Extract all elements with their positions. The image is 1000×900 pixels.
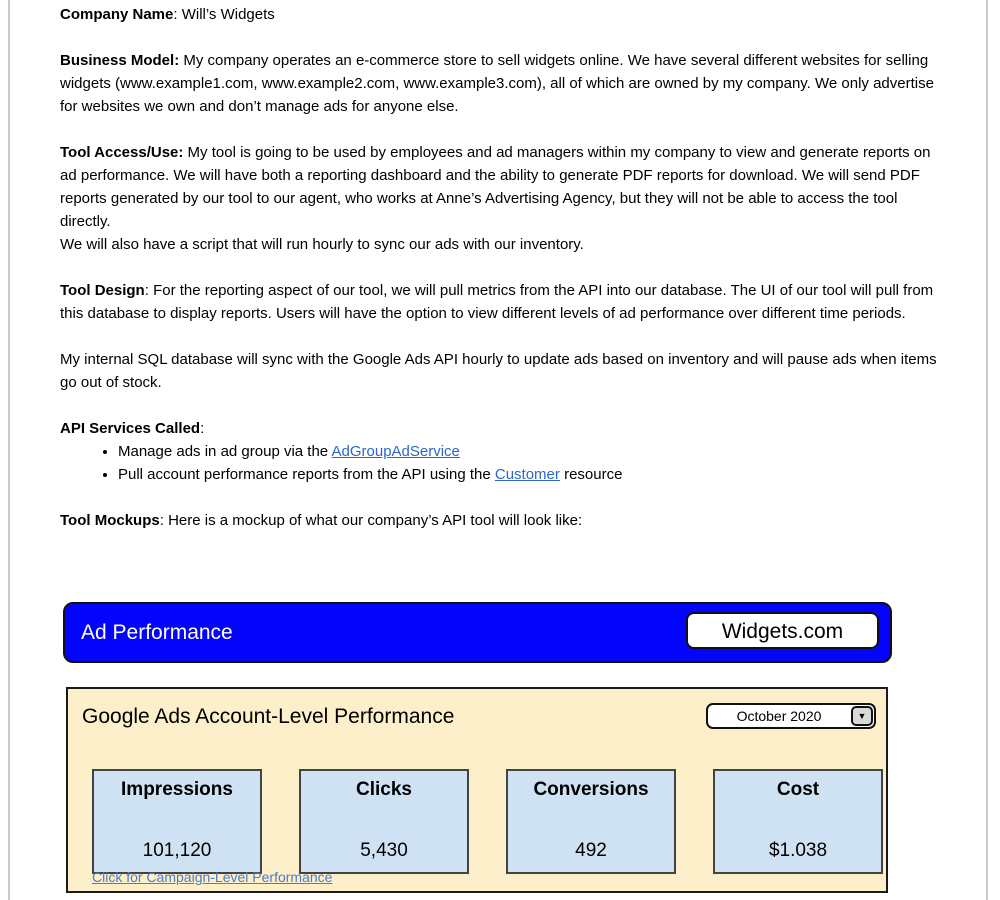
page-edge-right xyxy=(986,0,988,900)
bullet-item xyxy=(118,463,944,486)
bullet-list xyxy=(60,440,944,486)
text-run: : For the reporting aspect of our tool, we will pull metrics from the API into our database. The UI of our tool will pull from this database to display reports. Users will have the option to view different levels of ad performance over different time periods. xyxy=(60,282,934,322)
metric-card-clicks xyxy=(299,769,469,874)
metric-card-cost xyxy=(713,769,883,874)
paragraph-company-name xyxy=(60,3,944,26)
doc-link-customer[interactable]: Customer xyxy=(494,466,560,483)
text-run: : Here is a mockup of what our company’s API tool will look like: xyxy=(159,512,583,529)
paragraph-tool-mockups xyxy=(60,509,944,532)
paragraph-tool-access-use xyxy=(60,141,944,256)
text-run: : Will’s Widgets xyxy=(173,6,275,23)
text-run: My company operates an e-commerce store to sell widgets online. We have several different websites for selling widgets (www.example1.com, www.example2.com, www.example3.com), all of which are owned by my company. We only advertise for websites we own and don’t manage ads for anyone else. xyxy=(60,52,934,115)
performance-panel xyxy=(66,687,888,893)
paragraph-database-sync xyxy=(60,348,944,394)
document-body xyxy=(60,3,944,555)
text-run: Business Model: xyxy=(60,52,180,69)
text-run: Tool Access/Use: xyxy=(60,144,184,161)
text-run: Pull account performance reports from the API using the xyxy=(118,466,495,483)
text-run: Tool Design xyxy=(60,282,145,299)
date-dropdown[interactable] xyxy=(706,703,876,729)
doc-link-adgroupadservice[interactable]: AdGroupAdService xyxy=(331,443,460,460)
paragraph-tool-design xyxy=(60,279,944,325)
text-run: : xyxy=(200,420,205,437)
site-button[interactable]: Widgets.com xyxy=(686,612,879,649)
metric-card-label: Cost xyxy=(776,779,820,800)
page-edge-left xyxy=(8,0,10,900)
metric-card-label: Clicks xyxy=(356,779,412,800)
mockup-header-title: Ad Performance xyxy=(81,621,233,644)
chevron-down-icon: ▼ xyxy=(857,711,867,721)
paragraph-api-services xyxy=(60,417,944,486)
text-run: Tool Mockups xyxy=(60,512,160,529)
text-run: My tool is going to be used by employees and ad managers within my company to view and generate reports on ad performance. We will have both a reporting dashboard and the ability to generate PDF reports for download. We will send PDF reports generated by our tool to our agent, who works at Anne’s Advertising Agency, but they will not be able to access the tool directly. We will also have a script that will run hourly to sync our ads with our inventory. xyxy=(60,144,931,253)
text-run: API Services Called xyxy=(60,420,201,437)
metric-card-value: 5,430 xyxy=(360,840,408,861)
mockup-header xyxy=(63,602,892,663)
panel-title: Google Ads Account-Level Performance xyxy=(82,705,455,728)
metric-card-label: Impressions xyxy=(121,779,233,800)
metric-card-conversions xyxy=(506,769,676,874)
text-run: resource xyxy=(559,466,623,483)
metric-card-value: $1.038 xyxy=(768,840,828,861)
metric-card-value: 492 xyxy=(575,840,607,861)
text-run: Manage ads in ad group via the xyxy=(118,443,332,460)
metric-cards-row xyxy=(68,769,886,861)
campaign-level-link[interactable]: Click for Campaign-Level Performance xyxy=(92,869,333,885)
metric-card-impressions xyxy=(92,769,262,874)
paragraph-business-model xyxy=(60,49,944,118)
dropdown-arrow-button[interactable] xyxy=(851,706,873,726)
text-run: My internal SQL database will sync with the Google Ads API hourly to update ads based on inventory and will pause ads when items go out of stock. xyxy=(60,351,937,391)
metric-card-value: 101,120 xyxy=(142,840,212,861)
bullet-item xyxy=(118,440,944,463)
text-run: Company Name xyxy=(60,6,174,23)
metric-card-label: Conversions xyxy=(533,779,649,800)
date-dropdown-value: October 2020 xyxy=(736,708,822,724)
